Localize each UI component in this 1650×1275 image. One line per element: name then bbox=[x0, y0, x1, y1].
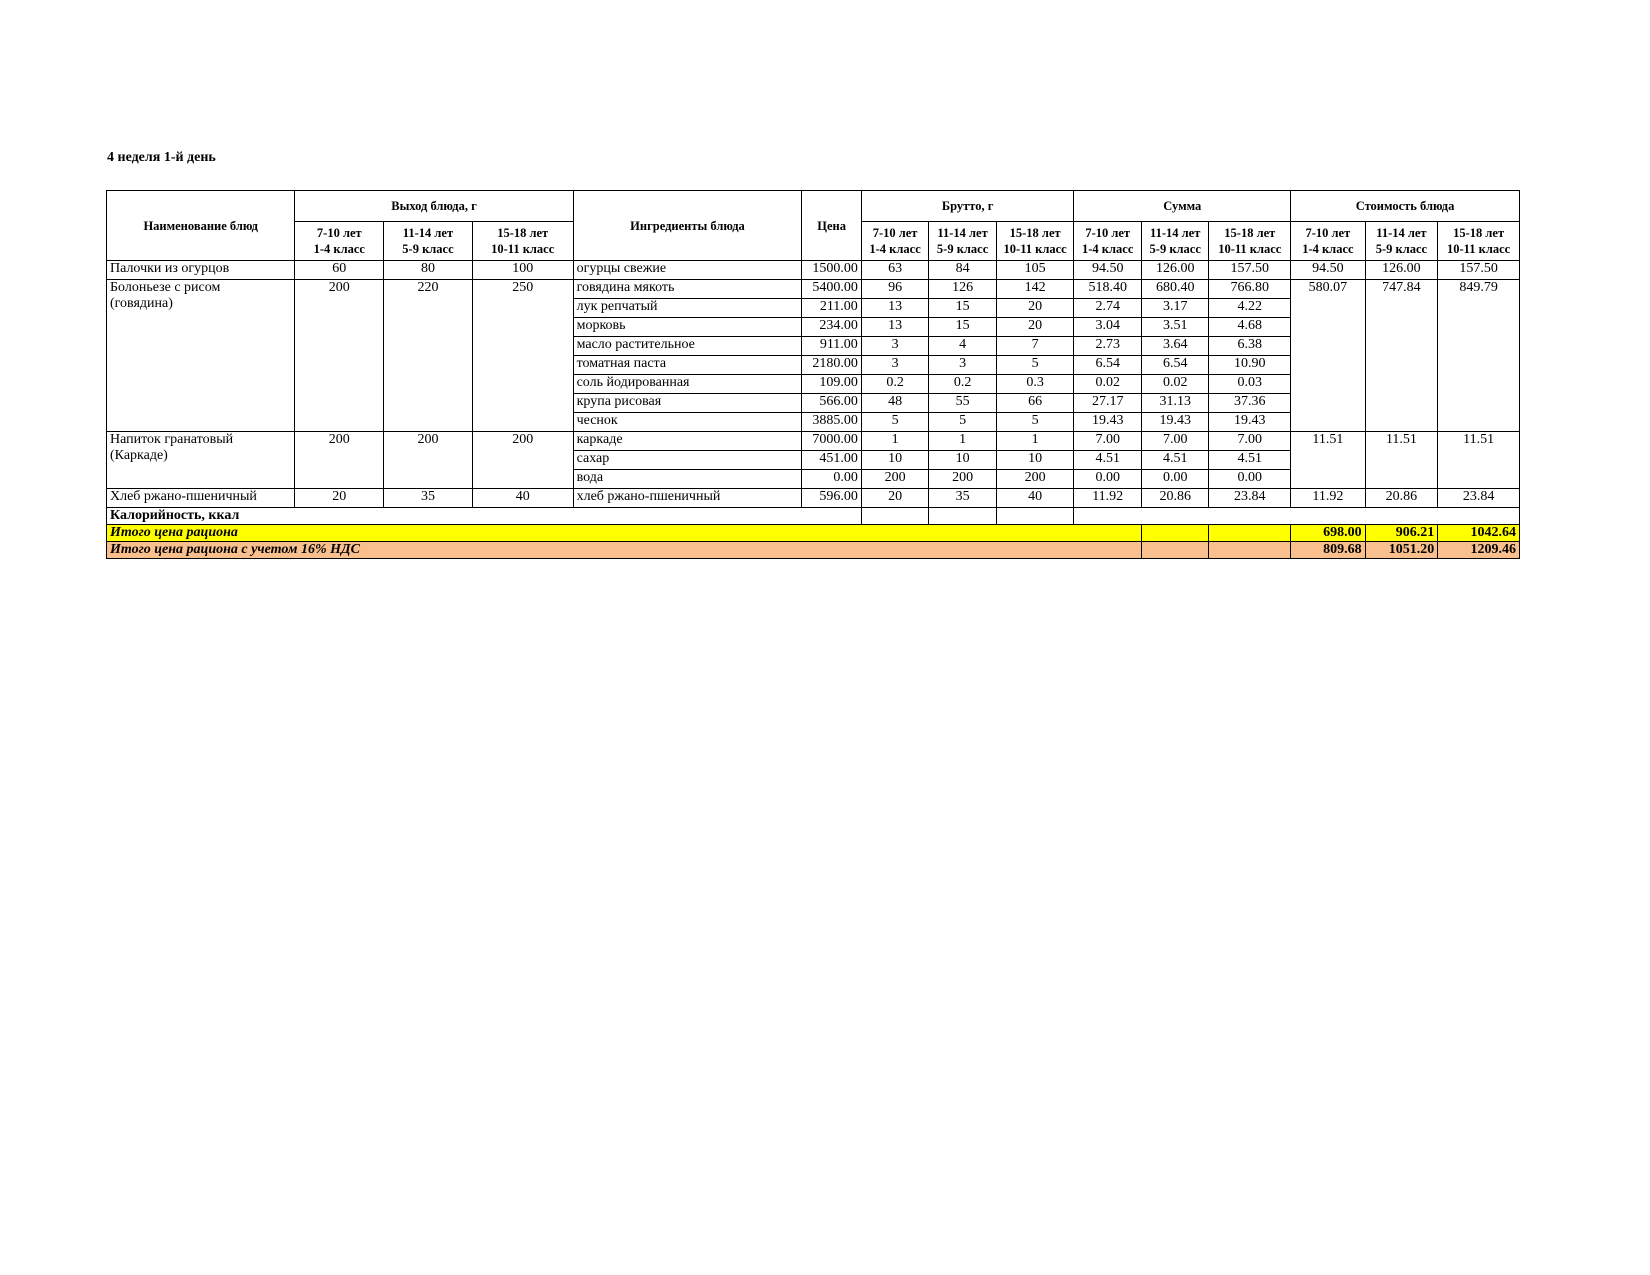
ingredient-gross: 84 bbox=[929, 261, 997, 280]
ingredient-price: 109.00 bbox=[802, 375, 861, 394]
dish-yield: 200 bbox=[295, 280, 384, 432]
ingredient-gross: 200 bbox=[929, 470, 997, 489]
ingredient-sum: 0.00 bbox=[1141, 470, 1209, 489]
dish-cost: 11.51 bbox=[1365, 432, 1438, 489]
total-vat-value: 1209.46 bbox=[1438, 542, 1520, 559]
grade-label: 1-4 класс bbox=[1082, 242, 1134, 256]
header-yield-age-2 bbox=[472, 222, 573, 261]
dish-yield: 40 bbox=[472, 489, 573, 508]
calories-row bbox=[107, 508, 1520, 525]
ingredient-gross: 15 bbox=[929, 318, 997, 337]
dish-cost: 11.51 bbox=[1438, 432, 1520, 489]
ingredient-gross: 7 bbox=[996, 337, 1074, 356]
ingredient-sum: 0.00 bbox=[1209, 470, 1291, 489]
header-cost: Стоимость блюда bbox=[1291, 191, 1520, 222]
ingredient-gross: 0.2 bbox=[929, 375, 997, 394]
ingredient-name: крупа рисовая bbox=[573, 394, 802, 413]
header-cost-age-0 bbox=[1291, 222, 1366, 261]
ingredient-price: 7000.00 bbox=[802, 432, 861, 451]
ingredient-sum: 23.84 bbox=[1209, 489, 1291, 508]
age-label: 15-18 лет bbox=[1009, 226, 1061, 240]
header-price: Цена bbox=[802, 191, 861, 261]
ingredient-sum: 7.00 bbox=[1074, 432, 1142, 451]
ingredient-gross: 1 bbox=[996, 432, 1074, 451]
ingredient-sum: 3.04 bbox=[1074, 318, 1142, 337]
grade-label: 10-11 класс bbox=[1218, 242, 1282, 256]
ingredient-sum: 94.50 bbox=[1074, 261, 1142, 280]
table-body bbox=[107, 261, 1520, 508]
calories-label: Калорийность, ккал bbox=[107, 508, 862, 525]
total-vat-row bbox=[107, 542, 1520, 559]
age-label: 7-10 лет bbox=[1085, 226, 1131, 240]
ingredient-gross: 35 bbox=[929, 489, 997, 508]
grade-label: 10-11 класс bbox=[1447, 242, 1511, 256]
ingredient-gross: 10 bbox=[861, 451, 929, 470]
ingredient-gross: 66 bbox=[996, 394, 1074, 413]
ingredient-sum: 4.51 bbox=[1209, 451, 1291, 470]
ingredient-gross: 0.3 bbox=[996, 375, 1074, 394]
ingredient-gross: 105 bbox=[996, 261, 1074, 280]
total-value: 906.21 bbox=[1365, 525, 1438, 542]
page-title: 4 неделя 1-й день bbox=[107, 150, 216, 165]
ingredient-sum: 4.51 bbox=[1074, 451, 1142, 470]
ingredient-gross: 13 bbox=[861, 299, 929, 318]
dish-yield: 200 bbox=[472, 432, 573, 489]
ingredient-price: 0.00 bbox=[802, 470, 861, 489]
header-sum-age-2 bbox=[1209, 222, 1291, 261]
age-label: 11-14 лет bbox=[937, 226, 988, 240]
ingredient-sum: 0.03 bbox=[1209, 375, 1291, 394]
ingredient-price: 234.00 bbox=[802, 318, 861, 337]
dish-yield: 100 bbox=[472, 261, 573, 280]
total-vat-empty-cell bbox=[1209, 542, 1291, 559]
age-label: 11-14 лет bbox=[1376, 226, 1427, 240]
total-vat-value: 809.68 bbox=[1291, 542, 1366, 559]
ingredient-sum: 37.36 bbox=[1209, 394, 1291, 413]
header-yield-age-0 bbox=[295, 222, 384, 261]
ingredient-sum: 766.80 bbox=[1209, 280, 1291, 299]
header-sum-age-1 bbox=[1141, 222, 1209, 261]
ingredient-price: 596.00 bbox=[802, 489, 861, 508]
ingredient-gross: 0.2 bbox=[861, 375, 929, 394]
ingredient-price: 451.00 bbox=[802, 451, 861, 470]
table-row bbox=[107, 280, 1520, 299]
age-label: 15-18 лет bbox=[497, 226, 549, 240]
ingredient-gross: 200 bbox=[996, 470, 1074, 489]
ingredient-gross: 126 bbox=[929, 280, 997, 299]
total-row bbox=[107, 525, 1520, 542]
ingredient-sum: 680.40 bbox=[1141, 280, 1209, 299]
ingredient-gross: 3 bbox=[861, 356, 929, 375]
dish-yield: 35 bbox=[384, 489, 473, 508]
ingredient-sum: 4.51 bbox=[1141, 451, 1209, 470]
ingredient-gross: 96 bbox=[861, 280, 929, 299]
dish-cost: 94.50 bbox=[1291, 261, 1366, 280]
dish-cost: 580.07 bbox=[1291, 280, 1366, 432]
dish-cost: 11.51 bbox=[1291, 432, 1366, 489]
ingredient-gross: 5 bbox=[996, 413, 1074, 432]
ingredient-gross: 63 bbox=[861, 261, 929, 280]
table-row bbox=[107, 261, 1520, 280]
grade-label: 5-9 класс bbox=[402, 242, 454, 256]
header-gross-age-1 bbox=[929, 222, 997, 261]
ingredient-gross: 4 bbox=[929, 337, 997, 356]
dish-yield: 200 bbox=[295, 432, 384, 489]
dish-cost: 11.92 bbox=[1291, 489, 1366, 508]
ingredient-gross: 5 bbox=[996, 356, 1074, 375]
header-yield: Выход блюда, г bbox=[295, 191, 573, 222]
dish-name: Палочки из огурцов bbox=[107, 261, 295, 280]
header-dish: Наименование блюд bbox=[107, 191, 295, 261]
dish-cost: 747.84 bbox=[1365, 280, 1438, 432]
ingredient-sum: 3.64 bbox=[1141, 337, 1209, 356]
ingredient-gross: 10 bbox=[929, 451, 997, 470]
ingredient-price: 566.00 bbox=[802, 394, 861, 413]
grade-label: 1-4 класс bbox=[313, 242, 365, 256]
dish-yield: 80 bbox=[384, 261, 473, 280]
header-gross: Брутто, г bbox=[861, 191, 1074, 222]
ingredient-gross: 142 bbox=[996, 280, 1074, 299]
dish-name: Хлеб ржано-пшеничный bbox=[107, 489, 295, 508]
dish-yield: 20 bbox=[295, 489, 384, 508]
table-row bbox=[107, 432, 1520, 451]
ingredient-price: 911.00 bbox=[802, 337, 861, 356]
ingredient-sum: 27.17 bbox=[1074, 394, 1142, 413]
ingredient-sum: 19.43 bbox=[1209, 413, 1291, 432]
header-gross-age-2 bbox=[996, 222, 1074, 261]
ingredient-sum: 0.00 bbox=[1074, 470, 1142, 489]
ingredient-gross: 55 bbox=[929, 394, 997, 413]
dish-yield: 60 bbox=[295, 261, 384, 280]
ingredient-sum: 20.86 bbox=[1141, 489, 1209, 508]
ingredient-sum: 31.13 bbox=[1141, 394, 1209, 413]
ingredient-sum: 4.68 bbox=[1209, 318, 1291, 337]
header-ingredients: Ингредиенты блюда bbox=[573, 191, 802, 261]
ingredient-sum: 10.90 bbox=[1209, 356, 1291, 375]
ingredient-gross: 40 bbox=[996, 489, 1074, 508]
age-label: 7-10 лет bbox=[872, 226, 918, 240]
ingredient-gross: 5 bbox=[861, 413, 929, 432]
header-sum: Сумма bbox=[1074, 191, 1291, 222]
grade-label: 1-4 класс bbox=[1302, 242, 1354, 256]
ingredient-price: 3885.00 bbox=[802, 413, 861, 432]
ingredient-gross: 13 bbox=[861, 318, 929, 337]
ingredient-price: 5400.00 bbox=[802, 280, 861, 299]
ingredient-name: сахар bbox=[573, 451, 802, 470]
table-row bbox=[107, 489, 1520, 508]
dish-yield: 200 bbox=[384, 432, 473, 489]
grade-label: 5-9 класс bbox=[1375, 242, 1428, 256]
ingredient-name: огурцы свежие bbox=[573, 261, 802, 280]
calories-cell bbox=[929, 508, 997, 525]
ingredient-name: лук репчатый bbox=[573, 299, 802, 318]
dish-name: Напиток гранатовый (Каркаде) bbox=[107, 432, 295, 489]
ingredient-sum: 0.02 bbox=[1141, 375, 1209, 394]
ingredient-gross: 1 bbox=[861, 432, 929, 451]
ingredient-sum: 6.38 bbox=[1209, 337, 1291, 356]
total-vat-empty-cell bbox=[1141, 542, 1209, 559]
ingredient-price: 211.00 bbox=[802, 299, 861, 318]
age-label: 7-10 лет bbox=[1305, 226, 1351, 240]
age-label: 15-18 лет bbox=[1453, 226, 1505, 240]
ingredient-sum: 518.40 bbox=[1074, 280, 1142, 299]
grade-label: 5-9 класс bbox=[1149, 242, 1201, 256]
ingredient-sum: 11.92 bbox=[1074, 489, 1142, 508]
age-label: 11-14 лет bbox=[1150, 226, 1201, 240]
dish-yield: 250 bbox=[472, 280, 573, 432]
ingredient-name: хлеб ржано-пшеничный bbox=[573, 489, 802, 508]
header-cost-age-2 bbox=[1438, 222, 1520, 261]
dish-cost: 23.84 bbox=[1438, 489, 1520, 508]
ingredient-sum: 7.00 bbox=[1209, 432, 1291, 451]
grade-label: 1-4 класс bbox=[869, 242, 921, 256]
ingredient-sum: 3.17 bbox=[1141, 299, 1209, 318]
ingredient-price: 1500.00 bbox=[802, 261, 861, 280]
calories-cell bbox=[861, 508, 929, 525]
menu-table bbox=[106, 190, 1520, 559]
dish-cost: 157.50 bbox=[1438, 261, 1520, 280]
header-gross-age-0 bbox=[861, 222, 929, 261]
calories-cell bbox=[996, 508, 1074, 525]
header-yield-age-1 bbox=[384, 222, 473, 261]
ingredient-gross: 3 bbox=[861, 337, 929, 356]
ingredient-price: 2180.00 bbox=[802, 356, 861, 375]
age-label: 11-14 лет bbox=[402, 226, 454, 240]
ingredient-gross: 48 bbox=[861, 394, 929, 413]
header-sum-age-0 bbox=[1074, 222, 1142, 261]
ingredient-sum: 6.54 bbox=[1141, 356, 1209, 375]
total-label: Итого цена рациона bbox=[107, 525, 1142, 542]
ingredient-name: вода bbox=[573, 470, 802, 489]
ingredient-gross: 5 bbox=[929, 413, 997, 432]
ingredient-gross: 10 bbox=[996, 451, 1074, 470]
ingredient-gross: 20 bbox=[861, 489, 929, 508]
dish-name: Болоньезе с рисом (говядина) bbox=[107, 280, 295, 432]
ingredient-sum: 4.22 bbox=[1209, 299, 1291, 318]
ingredient-name: каркаде bbox=[573, 432, 802, 451]
ingredient-sum: 2.73 bbox=[1074, 337, 1142, 356]
ingredient-sum: 2.74 bbox=[1074, 299, 1142, 318]
total-vat-value: 1051.20 bbox=[1365, 542, 1438, 559]
grade-label: 10-11 класс bbox=[1003, 242, 1067, 256]
ingredient-gross: 3 bbox=[929, 356, 997, 375]
total-empty-cell bbox=[1209, 525, 1291, 542]
age-label: 7-10 лет bbox=[316, 226, 362, 240]
ingredient-sum: 7.00 bbox=[1141, 432, 1209, 451]
dish-cost: 849.79 bbox=[1438, 280, 1520, 432]
ingredient-name: морковь bbox=[573, 318, 802, 337]
total-value: 1042.64 bbox=[1438, 525, 1520, 542]
ingredient-gross: 1 bbox=[929, 432, 997, 451]
total-empty-cell bbox=[1141, 525, 1209, 542]
total-value: 698.00 bbox=[1291, 525, 1366, 542]
ingredient-name: соль йодированная bbox=[573, 375, 802, 394]
dish-cost: 20.86 bbox=[1365, 489, 1438, 508]
ingredient-sum: 3.51 bbox=[1141, 318, 1209, 337]
ingredient-sum: 19.43 bbox=[1141, 413, 1209, 432]
ingredient-sum: 126.00 bbox=[1141, 261, 1209, 280]
grade-label: 5-9 класс bbox=[936, 242, 989, 256]
ingredient-sum: 157.50 bbox=[1209, 261, 1291, 280]
total-vat-label: Итого цена рациона с учетом 16% НДС bbox=[107, 542, 1142, 559]
calories-blank bbox=[1074, 508, 1520, 525]
ingredient-name: говядина мякоть bbox=[573, 280, 802, 299]
dish-yield: 220 bbox=[384, 280, 473, 432]
header-cost-age-1 bbox=[1365, 222, 1438, 261]
grade-label: 10-11 класс bbox=[491, 242, 555, 256]
ingredient-gross: 15 bbox=[929, 299, 997, 318]
dish-cost: 126.00 bbox=[1365, 261, 1438, 280]
ingredient-name: масло растительное bbox=[573, 337, 802, 356]
ingredient-name: томатная паста bbox=[573, 356, 802, 375]
ingredient-sum: 6.54 bbox=[1074, 356, 1142, 375]
ingredient-name: чеснок bbox=[573, 413, 802, 432]
ingredient-sum: 19.43 bbox=[1074, 413, 1142, 432]
ingredient-gross: 20 bbox=[996, 318, 1074, 337]
ingredient-sum: 0.02 bbox=[1074, 375, 1142, 394]
ingredient-gross: 200 bbox=[861, 470, 929, 489]
ingredient-gross: 20 bbox=[996, 299, 1074, 318]
age-label: 15-18 лет bbox=[1224, 226, 1276, 240]
